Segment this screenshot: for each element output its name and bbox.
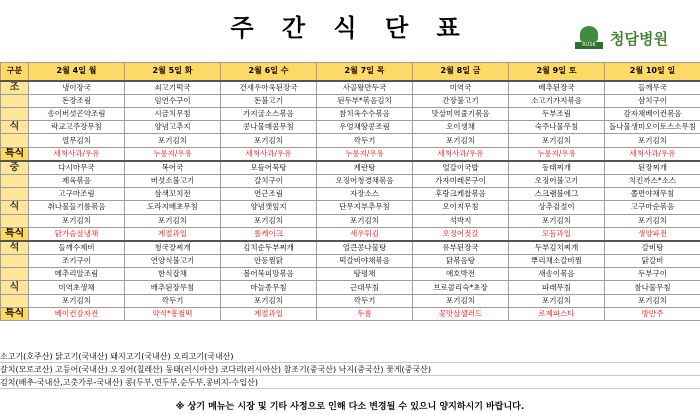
breakfast-row [1, 107, 700, 120]
dinner-menu-item: 조기구이 [29, 254, 125, 267]
dinner-menu-item: 근대무침 [317, 281, 413, 294]
lunch-special-item: 닭가슴살냉채 [29, 227, 125, 241]
lunch-side-label [1, 214, 29, 227]
breakfast-menu-item: 포기김치 [509, 134, 605, 147]
breakfast-menu-item: 포기김치 [125, 134, 221, 147]
lunch-menu-item: 자장소스 [317, 187, 413, 200]
lunch-menu-item: 후랑크케찹볶음 [413, 187, 509, 200]
lunch-row [1, 174, 700, 187]
dinner-menu-item: 유부된장국 [413, 241, 509, 255]
header-day: 2월 8일 금 [413, 63, 509, 81]
breakfast-menu-item: 두부조림 [509, 107, 605, 120]
breakfast-menu-item: 임연수구이 [125, 94, 221, 107]
breakfast-special-row [1, 147, 700, 161]
lunch-side-label [1, 174, 29, 187]
dinner-row [1, 241, 700, 255]
dinner-menu-item: 애호박전 [413, 268, 509, 281]
header-day: 2월 4일 월 [29, 63, 125, 81]
dinner-side-label [1, 268, 29, 281]
dinner-menu-item: 깍두기 [125, 294, 221, 307]
dinner-menu-item: 포기김치 [29, 294, 125, 307]
hospital-logo [574, 24, 698, 52]
lunch-menu-item: 삼색꼬치전 [125, 187, 221, 200]
breakfast-menu-item: 건새우아욱된장국 [221, 81, 317, 95]
breakfast-menu-item: 양념고추지 [125, 121, 221, 134]
header-day: 2월 5일 화 [125, 63, 221, 81]
lunch-menu-item: 포기김치 [29, 214, 125, 227]
lunch-menu-item: 포기김치 [125, 214, 221, 227]
lunch-row [1, 161, 700, 175]
lunch-side-label [1, 187, 29, 200]
lunch-menu-item: 쫄면야채무침 [605, 187, 700, 200]
breakfast-menu-item: 미역국 [413, 81, 509, 95]
dinner-menu-item: 포기김치 [509, 294, 605, 307]
lunch-menu-item: 얼갈이국밥 [413, 161, 509, 175]
lunch-menu-item: 고구마조림 [29, 187, 125, 200]
breakfast-menu-item: 사골왕만두국 [317, 81, 413, 95]
breakfast-special-item: 세척사과/우유 [605, 147, 700, 161]
header-day: 2월 10일 일 [605, 63, 700, 81]
breakfast-menu-item: 된두부*볶음김치 [317, 94, 413, 107]
special-side-label: 특식 [1, 227, 29, 241]
dinner-row [1, 281, 700, 294]
breakfast-menu-item: 삼치구이 [605, 94, 700, 107]
breakfast-menu-item: 소고기가지볶음 [509, 94, 605, 107]
breakfast-row [1, 121, 700, 134]
dinner-menu-item: 들깨수제비 [29, 241, 125, 255]
lunch-menu-item: 모듬어묵탕 [221, 161, 317, 175]
dinner-menu-item: 두부김치찌개 [509, 241, 605, 255]
lunch-menu-item: 오이지무침 [413, 201, 509, 214]
dinner-menu-item: 마늘종무침 [221, 281, 317, 294]
origin-line: 소고기(호주산) 닭고기(국내산) 돼지고기(국내산) 오리고기(국내산) [0, 350, 700, 363]
lunch-menu-item: 다시마무국 [29, 161, 125, 175]
lunch-menu-item: 갈치구이 [221, 174, 317, 187]
lunch-menu-item: 스크램블에그 [509, 187, 605, 200]
dinner-row [1, 254, 700, 267]
lunch-row [1, 187, 700, 200]
dinner-special-item: 방만주 [605, 308, 700, 321]
lunch-menu-item: 계란탕 [317, 161, 413, 175]
lunch-menu-item: 제육볶음 [29, 174, 125, 187]
dinner-menu-item: 새송이볶음 [509, 268, 605, 281]
dinner-menu-item: 닭볶음탕 [413, 254, 509, 267]
lunch-menu-item: 연근조림 [221, 187, 317, 200]
dinner-menu-item: 두부구이 [605, 268, 700, 281]
dinner-special-item: 계절과일 [221, 308, 317, 321]
lunch-menu-item: 상추겉절이 [509, 201, 605, 214]
breakfast-special-item: 누룽지/우유 [509, 147, 605, 161]
breakfast-menu-item: 참치옥수수볶음 [317, 107, 413, 120]
breakfast-menu-item: 포기김치 [221, 134, 317, 147]
header-day: 2월 9일 토 [509, 63, 605, 81]
header-gubun: 구분 [1, 63, 29, 81]
breakfast-side-label [1, 134, 29, 147]
weekly-menu-table [0, 62, 700, 321]
breakfast-side-label: 식 [1, 121, 29, 134]
logo-icon: RUSK [574, 26, 604, 50]
lunch-menu-item: 포기김치 [317, 214, 413, 227]
lunch-menu-item: 고구마순볶음 [605, 201, 700, 214]
dinner-special-item: 약식*흥철떡 [125, 308, 221, 321]
breakfast-menu-item: 돈불고기 [221, 94, 317, 107]
logo-text: 청담병원 [610, 29, 668, 48]
notice-text: ※ 상기 메뉴는 시장 및 기타 사정으로 인해 다소 변경될 수 있으니 양지하시기 바랍니다. [175, 402, 525, 412]
dinner-side-label [1, 294, 29, 307]
breakfast-menu-item: 포기김치 [605, 134, 700, 147]
dinner-menu-item: 깍두기 [317, 294, 413, 307]
breakfast-menu-item: 숙주나물무침 [509, 121, 605, 134]
breakfast-menu-item: 송이버섯곤약조림 [29, 107, 125, 120]
header-row [1, 63, 700, 81]
dinner-special-item: 로제파스타 [509, 308, 605, 321]
lunch-row [1, 214, 700, 227]
lunch-special-item: 생양파전 [605, 227, 700, 241]
dinner-special-item: 두름 [317, 308, 413, 321]
dinner-menu-item: 참나물무침 [605, 281, 700, 294]
breakfast-menu-item: 콩나물매콤무침 [221, 121, 317, 134]
origin-info [0, 350, 700, 389]
breakfast-menu-item: 열무김치 [29, 134, 125, 147]
dinner-side-label: 석 [1, 241, 29, 255]
dinner-special-item: 베이컨감자전 [29, 308, 125, 321]
breakfast-menu-item: 깍두기 [317, 134, 413, 147]
page-title: 주 간 식 단 표 [230, 14, 470, 42]
dinner-menu-item: 안동찜닭 [221, 254, 317, 267]
breakfast-menu-item: 오이생채 [413, 121, 509, 134]
breakfast-row [1, 94, 700, 107]
lunch-special-item: 오징어젓갈 [413, 227, 509, 241]
breakfast-special-item: 세척사과/우유 [413, 147, 509, 161]
lunch-menu-item: 포기김치 [221, 214, 317, 227]
lunch-menu-item: 도라지배초무침 [125, 201, 221, 214]
special-side-label: 특식 [1, 147, 29, 161]
breakfast-side-label: 조 [1, 81, 29, 95]
dinner-menu-item: 탕평채 [317, 268, 413, 281]
breakfast-special-item: 세척사과/우유 [29, 147, 125, 161]
lunch-menu-item: 치킨까스*소스 [605, 174, 700, 187]
lunch-menu-item: 석박지 [413, 214, 509, 227]
lunch-menu-item: 가자미레몬구이 [413, 174, 509, 187]
lunch-special-item: 계절과일 [125, 227, 221, 241]
dinner-menu-item: 청국장찌개 [125, 241, 221, 255]
lunch-special-row [1, 227, 700, 241]
breakfast-menu-item: 들깨무국 [605, 81, 700, 95]
dinner-side-label [1, 254, 29, 267]
dinner-menu-item: 김치순두부찌개 [221, 241, 317, 255]
dinner-menu-item: 한식잡채 [125, 268, 221, 281]
breakfast-menu-item: 감자채베이컨볶음 [605, 107, 700, 120]
header-day: 2월 7일 목 [317, 63, 413, 81]
breakfast-row [1, 81, 700, 95]
breakfast-special-item: 세척사과/우유 [221, 147, 317, 161]
dinner-row [1, 268, 700, 281]
lunch-menu-item: 동태찌개 [509, 161, 605, 175]
dinner-menu-item: 파래무침 [509, 281, 605, 294]
lunch-menu-item: 오징어불고기 [509, 174, 605, 187]
breakfast-menu-item: 가지굴소스볶음 [221, 107, 317, 120]
breakfast-menu-item: 맛살미역줄기볶음 [413, 107, 509, 120]
origin-line: 김치(배추-국내산,고춧가루-국내산) 콩(두부,연두부,순두부,콩비지-수입산) [0, 376, 700, 389]
lunch-special-item: 모듬과일 [509, 227, 605, 241]
dinner-menu-item: 메추리알조림 [29, 268, 125, 281]
breakfast-menu-item: 돌나물생미오이토스소무침 [605, 121, 700, 134]
dinner-menu-item: 포기김치 [413, 294, 509, 307]
lunch-menu-item: 단무지부추무침 [317, 201, 413, 214]
dinner-special-item: 꽃맛살샐러드 [413, 308, 509, 321]
breakfast-special-item: 누룽지/우유 [317, 147, 413, 161]
special-side-label: 특식 [1, 308, 29, 321]
dinner-menu-item: 연양식불고기 [125, 254, 221, 267]
dinner-menu-item: 포기김치 [605, 294, 700, 307]
breakfast-menu-item: 우엉채땅콩조림 [317, 121, 413, 134]
breakfast-side-label [1, 94, 29, 107]
breakfast-menu-item: 시금치무침 [125, 107, 221, 120]
lunch-menu-item: 복어국 [125, 161, 221, 175]
dinner-special-row [1, 308, 700, 321]
lunch-menu-item: 된장찌개 [605, 161, 700, 175]
lunch-row [1, 201, 700, 214]
lunch-special-item: 새우튀김 [317, 227, 413, 241]
breakfast-menu-item: 쇠고기떡국 [125, 81, 221, 95]
breakfast-menu-item: 락교고주장무침 [29, 121, 125, 134]
dinner-menu-item: 떡갈비야채볶음 [317, 254, 413, 267]
header-day: 2월 6일 수 [221, 63, 317, 81]
origin-line: 갈치(모로코산) 고등어(국내산) 오징어(칠레산) 동태(러시아산) 코다리(러시아산) 참조기(중국산) 낙지(중국산) 꽃게(중국산) [0, 363, 700, 376]
breakfast-menu-item: 돈장조림 [29, 94, 125, 107]
breakfast-menu-item: 배추된장국 [509, 81, 605, 95]
lunch-side-label: 중 [1, 161, 29, 175]
breakfast-menu-item: 냉이장국 [29, 81, 125, 95]
breakfast-menu-item: 간장불고기 [413, 94, 509, 107]
lunch-menu-item: 오징어청경채볶음 [317, 174, 413, 187]
dinner-menu-item: 닭갈비 [605, 254, 700, 267]
dinner-menu-item: 볼어묵피망볶음 [221, 268, 317, 281]
dinner-menu-item: 브로콜리숙*초장 [413, 281, 509, 294]
lunch-menu-item: 버섯소불고기 [125, 174, 221, 187]
breakfast-row [1, 134, 700, 147]
dinner-menu-item: 갈비탕 [605, 241, 700, 255]
breakfast-side-label [1, 107, 29, 120]
dinner-menu-item: 배추된장무침 [125, 281, 221, 294]
dinner-menu-item: 포기김치 [221, 294, 317, 307]
lunch-special-item: 롤케이크 [221, 227, 317, 241]
breakfast-menu-item: 포기김치 [413, 134, 509, 147]
lunch-menu-item: 포기김치 [509, 214, 605, 227]
lunch-menu-item: 양념깻잎지 [221, 201, 317, 214]
dinner-menu-item: 뿌리채소갈비찜 [509, 254, 605, 267]
lunch-menu-item: 포기김치 [605, 214, 700, 227]
dinner-side-label: 식 [1, 281, 29, 294]
lunch-side-label: 식 [1, 201, 29, 214]
dinner-menu-item: 얼큰콩나물탕 [317, 241, 413, 255]
dinner-row [1, 294, 700, 307]
breakfast-special-item: 누룽지/우유 [125, 147, 221, 161]
lunch-menu-item: 취나물들기름볶음 [29, 201, 125, 214]
dinner-menu-item: 미역초생채 [29, 281, 125, 294]
